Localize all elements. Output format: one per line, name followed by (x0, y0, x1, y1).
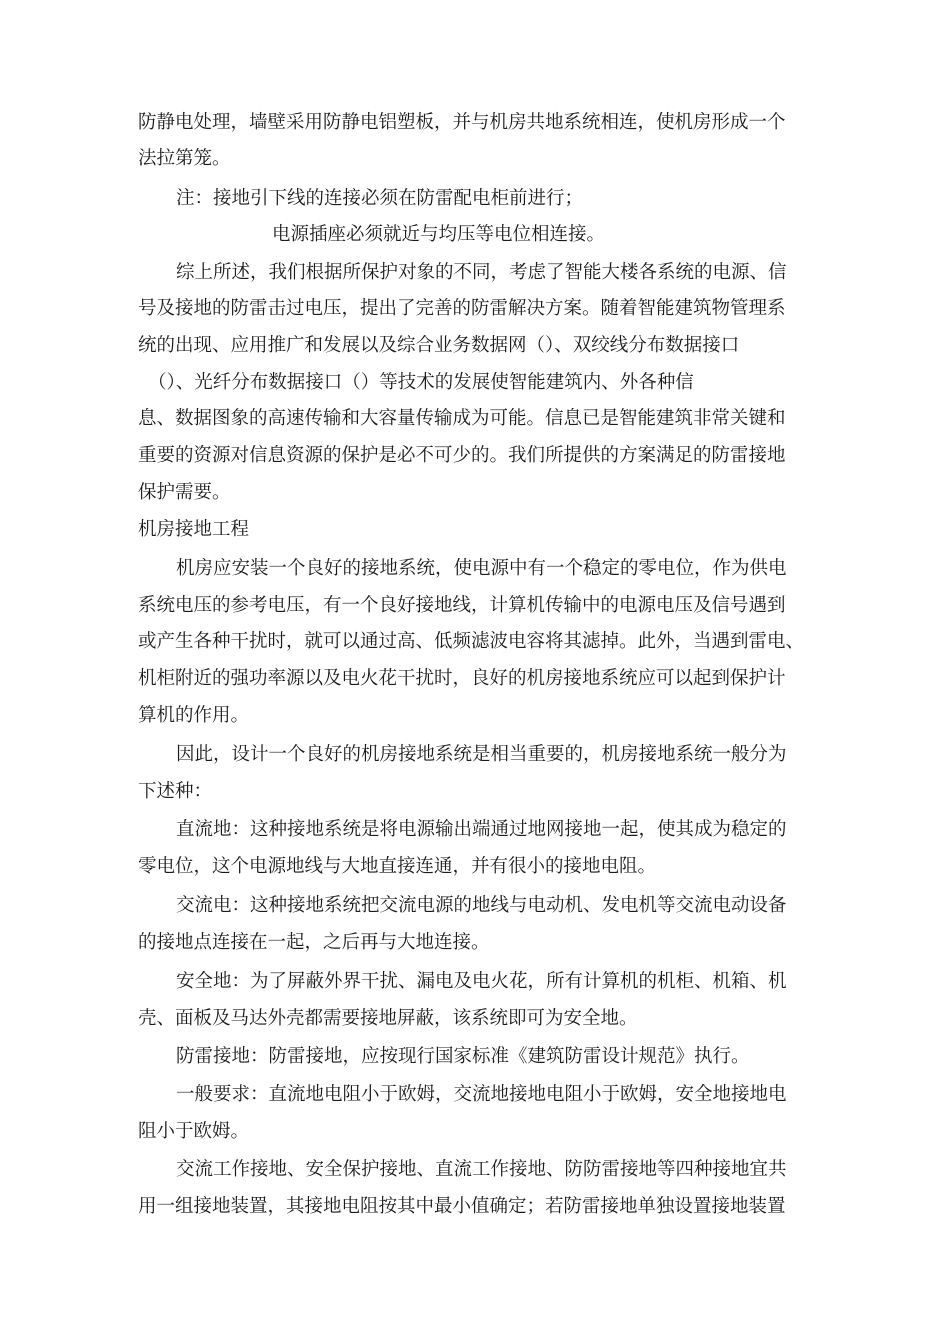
text-line: 保护需要。 (138, 482, 231, 503)
text-line: 用一组接地装置，其接地电阻按其中最小值确定；若防雷接地单独设置接地装置 (138, 1196, 786, 1217)
text-line: 统的出现、应用推广和发展以及综合业务数据网（）、双绞线分布数据接口 (138, 335, 740, 356)
text-line: 重要的资源对信息资源的保护是必不可少的。我们所提供的方案满足的防雷接地 (138, 445, 786, 466)
text-line: 号及接地的防雷击过电压，提出了完善的防雷解决方案。随着智能建筑物管理系 (138, 298, 786, 319)
section-heading: 机房接地工程 (138, 519, 250, 540)
text-line: 系统电压的参考电压，有一个良好接地线，计算机传输中的电源电压及信号遇到 (138, 595, 786, 616)
text-line: 零电位，这个电源地线与大地直接连通，并有很小的接地电阻。 (138, 856, 657, 877)
text-line: 的接地点连接在一起，之后再与大地连接。 (138, 932, 490, 953)
text-line: 息、数据图象的高速传输和大容量传输成为可能。信息已是智能建筑非常关键和 (138, 408, 786, 429)
text-line: 电源插座必须就近与均压等电位相连接。 (272, 224, 606, 245)
text-line: 注：接地引下线的连接必须在防雷配电柜前进行； (176, 188, 584, 209)
text-line: 算机的作用。 (138, 705, 250, 726)
text-line: （）、光纤分布数据接口（）等技术的发展使智能建筑内、外各种信 (148, 372, 694, 393)
text-line: 机柜附近的强功率源以及电火花干扰时，良好的机房接地系统应可以起到保护计 (138, 668, 786, 689)
text-line: 下述种： (138, 781, 213, 802)
text-line: 防雷接地：防雷接地，应按现行国家标准《建筑防雷设计规范》执行。 (176, 1046, 750, 1067)
text-line: 壳、面板及马达外壳都需要接地屏蔽，该系统即可为安全地。 (138, 1008, 638, 1029)
text-line: 直流地：这种接地系统是将电源输出端通过地网接地一起，使其成为稳定的 (176, 819, 787, 840)
text-line: 法拉第笼。 (138, 148, 231, 169)
text-line: 或产生各种干扰时，就可以通过高、低频滤波电容将其滤掉。此外，当遇到雷电、 (138, 631, 805, 652)
text-line: 阻小于欧姆。 (138, 1121, 250, 1142)
text-line: 机房应安装一个良好的接地系统，使电源中有一个稳定的零电位，作为供电 (176, 558, 787, 579)
text-line: 因此，设计一个良好的机房接地系统是相当重要的，机房接地系统一般分为 (176, 744, 787, 765)
text-line: 综上所述，我们根据所保护对象的不同，考虑了智能大楼各系统的电源、信 (176, 262, 787, 283)
text-line: 防静电处理，墙壁采用防静电铝塑板，并与机房共地系统相连，使机房形成一个 (138, 112, 786, 133)
text-line: 交流电：这种接地系统把交流电源的地线与电动机、发电机等交流电动设备 (176, 895, 787, 916)
text-line: 交流工作接地、安全保护接地、直流工作接地、防防雷接地等四种接地宜共 (176, 1159, 787, 1180)
text-line: 安全地：为了屏蔽外界干扰、漏电及电火花，所有计算机的机柜、机箱、机 (176, 971, 787, 992)
text-line: 一般要求：直流地电阻小于欧姆，交流地接地电阻小于欧姆，安全地接地电 (176, 1084, 787, 1105)
